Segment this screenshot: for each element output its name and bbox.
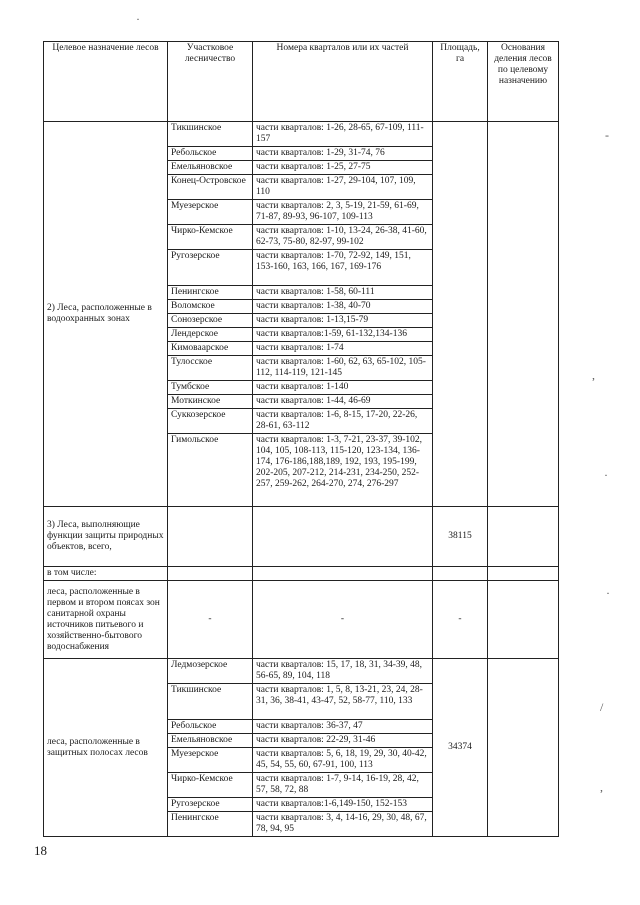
district-cell: Муезерское — [168, 200, 253, 225]
including-label: в том числе: — [44, 567, 168, 581]
district-cell: Моткинское — [168, 395, 253, 409]
quarters-cell: части кварталов: 5, 6, 18, 19, 29, 30, 40-42, 45, 54, 55, 60, 67-91, 100, 113 — [253, 748, 433, 773]
section-water-protection — [44, 122, 559, 507]
scan-speck: - — [605, 128, 609, 142]
district-cell: Муезерское — [168, 748, 253, 773]
quarters-cell: части кварталов: 1-70, 72-92, 149, 151, 153-160, 163, 166, 167, 169-176 — [253, 250, 433, 286]
forest-purpose-table — [43, 41, 559, 837]
district-cell: Тикшинское — [168, 122, 253, 147]
header-quarters: Номера кварталов или их частей — [253, 42, 433, 122]
quarters-cell: части кварталов: 1-3, 7-21, 23-37, 39-102, 104, 105, 108-113, 115-120, 123-134, 136-174, 176-186,188,189, 192, 193, 195-199, 202-205, 207-212, 214-231, 234-250, 252-257, 259-262, 264-270, 274, 276-297 — [253, 434, 433, 507]
district-cell: Емельяновское — [168, 161, 253, 175]
quarters-cell: части кварталов: 1-6, 8-15, 17-20, 22-26, 28-61, 63-112 — [253, 409, 433, 434]
district-cell: Пенингское — [168, 286, 253, 300]
quarters-cell: части кварталов: 1-27, 29-104, 107, 109, 110 — [253, 175, 433, 200]
header-district: Участковое лесничество — [168, 42, 253, 122]
header-purpose: Целевое назначение лесов — [44, 42, 168, 122]
district-cell: Тулосское — [168, 356, 253, 381]
quarters-cell: части кварталов: 22-29, 31-46 — [253, 734, 433, 748]
quarters-cell: части кварталов: 1-10, 13-24, 26-38, 41-60, 62-73, 75-80, 82-97, 99-102 — [253, 225, 433, 250]
district-cell: Лендерское — [168, 328, 253, 342]
section-nature-protection — [44, 507, 559, 659]
district-cell: Пенингское — [168, 812, 253, 837]
quarters-cell: части кварталов: 1-140 — [253, 381, 433, 395]
table-row — [44, 581, 559, 659]
quarters-cell: части кварталов: 2, 3, 5-19, 21-59, 61-69, 71-87, 89-93, 96-107, 109-113 — [253, 200, 433, 225]
quarters-cell: части кварталов: 1-44, 46-69 — [253, 395, 433, 409]
scan-speck: · — [136, 12, 140, 26]
section-protective-strips — [44, 659, 559, 837]
sanitary-quarters: - — [253, 581, 433, 659]
section3-area: 38115 — [433, 507, 488, 567]
header-area: Площадь, га — [433, 42, 488, 122]
quarters-cell: части кварталов: 1-29, 31-74, 76 — [253, 147, 433, 161]
quarters-cell: части кварталов: 36-37, 47 — [253, 720, 433, 734]
district-cell: Ругозерское — [168, 798, 253, 812]
table-row — [44, 567, 559, 581]
district-cell: Воломское — [168, 300, 253, 314]
scan-speck: · — [606, 586, 610, 600]
protective-strips-label: леса, расположенные в защитных полосах лесов — [44, 659, 168, 837]
quarters-cell: части кварталов: 1-26, 28-65, 67-109, 111-157 — [253, 122, 433, 147]
quarters-cell: части кварталов: 1-13,15-79 — [253, 314, 433, 328]
district-cell: Суккозерское — [168, 409, 253, 434]
quarters-cell: части кварталов: 3, 4, 14-16, 29, 30, 48, 67, 78, 94, 95 — [253, 812, 433, 837]
quarters-cell: части кварталов:1-59, 61-132,134-136 — [253, 328, 433, 342]
district-cell: Чирко-Кемское — [168, 773, 253, 798]
section2-label: 2) Леса, расположенные в водоохранных зонах — [44, 122, 168, 507]
scan-speck: , — [592, 368, 595, 382]
header-basis: Основания деления лесов по целевому назначению — [488, 42, 559, 122]
district-cell: Сонозерское — [168, 314, 253, 328]
quarters-cell: части кварталов:1-6,149-150, 152-153 — [253, 798, 433, 812]
district-cell: Чирко-Кемское — [168, 225, 253, 250]
scan-speck: · — [604, 468, 608, 482]
quarters-cell: части кварталов: 1-74 — [253, 342, 433, 356]
table-header-row — [44, 42, 559, 122]
district-cell: Ледмозерское — [168, 659, 253, 684]
sanitary-zone-label: леса, расположенные в первом и втором поясах зон санитарной охраны источников питьевого и хозяйственно-бытового водоснабжения — [44, 581, 168, 659]
page-number: 18 — [34, 843, 47, 858]
sanitary-district: - — [168, 581, 253, 659]
table-row — [44, 122, 559, 147]
district-cell: Тикшинское — [168, 684, 253, 720]
district-cell: Тумбское — [168, 381, 253, 395]
district-cell: Емельяновское — [168, 734, 253, 748]
scan-speck: , — [600, 780, 603, 794]
table-row — [44, 659, 559, 684]
section3-label: 3) Леса, выполняющие функции защиты природных объектов, всего, — [44, 507, 168, 567]
table-row — [44, 507, 559, 567]
district-cell: Гимольское — [168, 434, 253, 507]
scan-speck: / — [600, 700, 604, 714]
quarters-cell: части кварталов: 1-38, 40-70 — [253, 300, 433, 314]
quarters-cell: части кварталов: 1-25, 27-75 — [253, 161, 433, 175]
district-cell: Ребольское — [168, 720, 253, 734]
quarters-cell: части кварталов: 15, 17, 18, 31, 34-39, 48, 56-65, 89, 104, 118 — [253, 659, 433, 684]
quarters-cell: части кварталов: 1-58, 60-111 — [253, 286, 433, 300]
sanitary-area: - — [433, 581, 488, 659]
area-cell: 34374 — [433, 659, 488, 837]
quarters-cell: части кварталов: 1-60, 62, 63, 65-102, 105-112, 114-119, 121-145 — [253, 356, 433, 381]
district-cell: Ругозерское — [168, 250, 253, 286]
quarters-cell: части кварталов: 1, 5, 8, 13-21, 23, 24, 28-31, 36, 38-41, 43-47, 52, 58-77, 110, 133 — [253, 684, 433, 720]
district-cell: Конец-Островское — [168, 175, 253, 200]
district-cell: Кимоваарское — [168, 342, 253, 356]
district-cell: Ребольское — [168, 147, 253, 161]
quarters-cell: части кварталов: 1-7, 9-14, 16-19, 28, 42, 57, 58, 72, 88 — [253, 773, 433, 798]
